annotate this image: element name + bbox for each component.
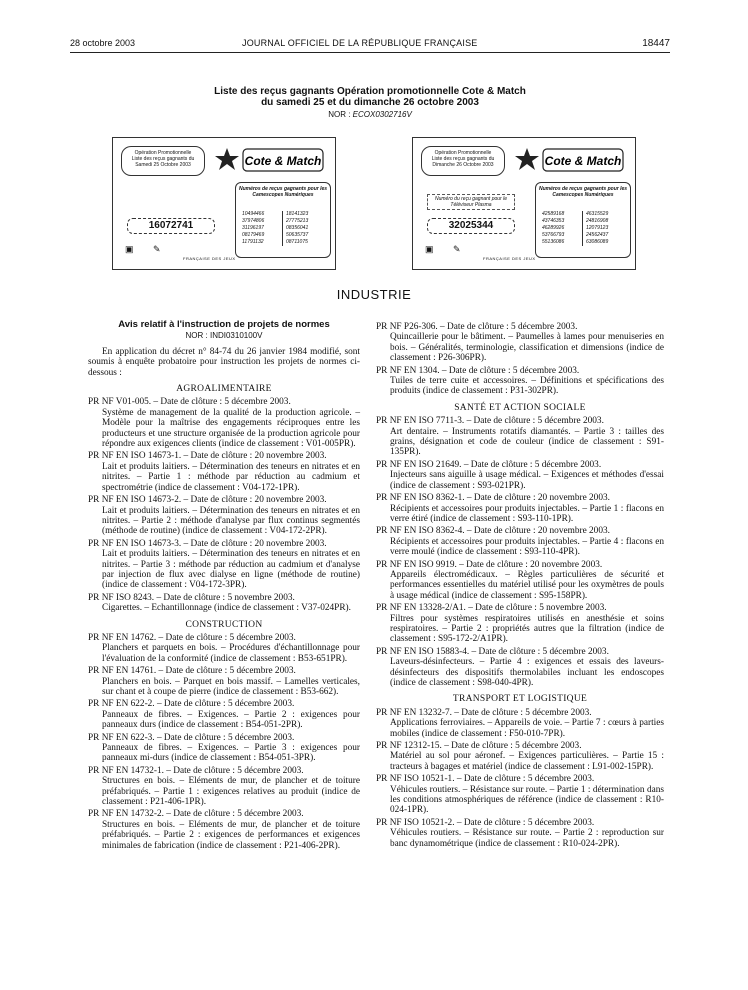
norm-entry-ref: PR NF EN ISO 8362-1. – Date de clôture : 20 novembre 2003. <box>376 493 610 504</box>
norm-entry-text: Art dentaire. – Instruments rotatifs diamantés. – Partie 3 : tailles des grains, désignation et code de couleur (indice de classement : S91-135PR). <box>390 426 664 458</box>
norm-entry-text: Panneaux de fibres. – Exigences. – Partie 3 : exigences pour panneaux mi-durs (indice de classement : B54-051-3PR). <box>102 743 360 764</box>
winning-number: 46315529 <box>586 211 609 217</box>
winning-number: 43746353 <box>542 218 565 224</box>
header-journal-title: JOURNAL OFFICIEL DE LA RÉPUBLIQUE FRANÇAISE <box>242 38 478 48</box>
norm-entry-ref: PR NF EN 13328-2/A1. – Date de clôture : 5 novembre 2003. <box>376 603 607 614</box>
coupon-op-date: Dimanche 26 Octobre 2003 <box>432 162 494 168</box>
winning-number: 10494466 <box>242 211 265 217</box>
coupon-op-date: Samedi 25 Octobre 2003 <box>135 162 191 168</box>
numbers-column-2 <box>282 211 326 246</box>
notice-title-line2: du samedi 25 et du dimanche 26 octobre 2003 <box>261 97 479 108</box>
norm-entry-ref: PR NF EN 622-3. – Date de clôture : 5 décembre 2003. <box>88 732 295 743</box>
winning-number: 11791132 <box>242 239 264 245</box>
right-top-entries <box>376 322 664 397</box>
norm-entry <box>376 366 664 397</box>
norm-entry-ref: PR NF ISO 10521-2. – Date de clôture : 5 décembre 2003. <box>376 817 595 828</box>
winning-number: 46289926 <box>542 225 565 231</box>
norm-entry-text: Structures en bois. – Eléments de mur, de plancher et de toiture préfabriqués. – Partie 2 : exigences de performances et exigences minimales de fabrication (indice de classement : P21-406-2PR). <box>102 819 360 851</box>
winning-number: 24562437 <box>586 232 609 238</box>
norm-entry-text: Planchers et parquets en bois. – Procédures d'échantillonnage pour l'évaluation de la conformité (indice de classement : B53-651PR). <box>102 643 360 664</box>
norm-entry-text: Laveurs-désinfecteurs. – Partie 4 : exigences et essais des laveurs-désinfecteurs des dispositifs thermolabiles incluant les endoscopes (indice de classement : S98-040-4PR). <box>390 657 664 688</box>
norm-entry-text: Quincaillerie pour le bâtiment. – Paumelles à lames pour menuiseries en bois. – Généralités, terminologie, classification et dimensions (indice de classement : P26-306PR). <box>390 332 664 364</box>
cote-match-logo <box>213 146 325 174</box>
winning-number: 55136086 <box>542 239 565 245</box>
norm-entry-ref: PR NF EN 14732-2. – Date de clôture : 5 décembre 2003. <box>88 809 304 820</box>
norm-entry <box>376 741 664 772</box>
category-heading: TRANSPORT ET LOGISTIQUE <box>452 694 588 705</box>
winning-number: 31196197 <box>242 225 264 231</box>
norm-entry <box>88 633 360 664</box>
norm-entry <box>88 766 360 808</box>
winning-numbers-box <box>535 182 631 258</box>
left-categories <box>88 384 360 851</box>
winning-number: 53766793 <box>542 232 565 238</box>
norm-entry <box>88 699 360 730</box>
norm-entry-ref: PR NF EN ISO 14673-2. – Date de clôture : 20 novembre 2003. <box>88 495 327 506</box>
notice-nor-label: NOR : <box>328 110 351 119</box>
coupon-saturday <box>112 137 336 270</box>
cote-match-logo <box>513 146 625 174</box>
avis-nor: NOR : INDI0310100V <box>185 331 263 341</box>
left-column <box>88 320 360 853</box>
norm-entry-text: Véhicules routiers. – Résistance sur route. – Partie 2 : reproduction sur banc dynamométrique (indice de classement : R10-024-2PR). <box>390 828 664 849</box>
norm-entry <box>88 539 360 591</box>
norm-entry <box>88 593 360 614</box>
signature-icon: ✎ <box>153 244 161 254</box>
winning-number: 12079123 <box>586 225 609 231</box>
norm-entry-ref: PR NF EN 622-2. – Date de clôture : 5 décembre 2003. <box>88 699 295 710</box>
norm-entry-ref: PR NF EN 1304. – Date de clôture : 5 décembre 2003. <box>376 365 580 376</box>
right-categories <box>376 403 664 849</box>
norm-entry-ref: PR NF EN ISO 8362-4. – Date de clôture : 20 novembre 2003. <box>376 526 610 537</box>
numbers-column-1 <box>242 211 282 246</box>
notice-nor <box>120 110 620 119</box>
norm-entry-text: Injecteurs sans aiguille à usage médical. – Exigences et méthodes d'essai (indice de classement : S93-021PR). <box>390 470 664 491</box>
winning-number: 42589168 <box>542 211 565 217</box>
norm-entry-ref: PR NF 12312-15. – Date de clôture : 5 décembre 2003. <box>376 741 582 752</box>
coupon-op-title: Opération Promotionnelle <box>134 150 192 156</box>
norm-entry-ref: PR NF EN 14762. – Date de clôture : 5 décembre 2003. <box>88 632 296 643</box>
winning-numbers-box <box>235 182 331 258</box>
norm-entry-ref: PR NF EN ISO 14673-1. – Date de clôture : 20 novembre 2003. <box>88 451 327 462</box>
coupon-footer: FRANÇAISE DES JEUX <box>183 256 236 261</box>
right-column <box>376 322 664 851</box>
norm-entry <box>376 322 664 364</box>
norm-entry <box>376 603 664 645</box>
winning-number: 08179469 <box>242 232 265 238</box>
category-heading: CONSTRUCTION <box>185 619 263 630</box>
norm-entry <box>376 460 664 491</box>
norm-entry-ref: PR NF EN 14732-1. – Date de clôture : 5 décembre 2003. <box>88 765 304 776</box>
norm-entry-text: Planchers en bois. – Parquet en bois massif. – Lamelles verticales, sur chant et à coupe de pierre (indice de classement : B53-662). <box>102 676 360 697</box>
norm-entry-text: Applications ferroviaires. – Appareils de voie. – Partie 7 : cœurs à parties mobiles (indice de classement : F50-010-7PR). <box>390 718 664 739</box>
signature-icon: ✎ <box>453 244 461 254</box>
winning-number: 27775213 <box>286 218 309 224</box>
norm-entry-ref: PR NF ISO 10521-1. – Date de clôture : 5 décembre 2003. <box>376 774 595 785</box>
norm-entry-text: Panneaux de fibres. – Exigences. – Partie 2 : exigences pour panneaux durs (indice de classement : B54-051-2PR). <box>102 709 360 731</box>
coupon-op-subtitle: Liste des reçus gagnants du <box>431 156 495 162</box>
grand-prize-number: 32025344 <box>427 218 515 234</box>
norm-entry <box>376 818 664 849</box>
norm-entry <box>88 666 360 697</box>
norm-entry <box>88 495 360 537</box>
norm-entry <box>376 526 664 557</box>
norm-entry-ref: PR NF EN ISO 21649. – Date de clôture : 5 décembre 2003. <box>376 459 602 470</box>
norm-entry-text: Récipients et accessoires pour produits injectables. – Partie 4 : flacons en verre moulé (indice de classement : S93-110-4PR). <box>390 536 664 558</box>
norm-entry-ref: PR NF EN ISO 9919. – Date de clôture : 20 novembre 2003. <box>376 559 603 570</box>
category-heading: AGROALIMENTAIRE <box>176 384 272 395</box>
norm-entry <box>376 493 664 524</box>
category-heading: SANTÉ ET ACTION SOCIALE <box>454 402 586 413</box>
norm-entry <box>376 708 664 739</box>
building-icon: ▣ <box>125 244 134 254</box>
norm-entry-text: Structures en bois. – Eléments de mur, de plancher et de toiture préfabriqués. – Partie 1 : exigences relatives au produit (indice de classement : P21-406-1PR). <box>102 776 360 808</box>
coupon-op-title: Opération Promotionnelle <box>434 150 492 156</box>
norm-entry-text: Lait et produits laitiers. – Détermination des teneurs en nitrates et en nitrites. – Partie 2 : méthode d'analyse par flux continus segmentés (méthode de routine) (indice de classement : V04-172-2PR). <box>102 505 360 537</box>
numbers-column-2 <box>582 211 626 246</box>
avis-intro: En application du décret n° 84-74 du 26 janvier 1984 modifié, sont soumis à enquête probatoire pour instruction les projets de normes ci-dessous : <box>88 346 360 378</box>
norm-entry-ref: PR NF EN ISO 7711-3. – Date de clôture : 5 décembre 2003. <box>376 416 604 427</box>
winning-number: 63086089 <box>586 239 609 245</box>
building-icon: ▣ <box>425 244 434 254</box>
numbers-column-1 <box>542 211 582 246</box>
notice-title-line1: Liste des reçus gagnants Opération promotionnelle Cote & Match <box>214 86 526 97</box>
norm-entry <box>88 733 360 764</box>
avis-title: Avis relatif à l'instruction de projets de normes <box>118 319 330 330</box>
norm-entry-ref: PR NF V01-005. – Date de clôture : 5 décembre 2003. <box>88 397 291 408</box>
header-rule <box>70 52 670 53</box>
winning-number: 08356041 <box>286 225 309 231</box>
norm-entry-text: Tuiles de terre cuite et accessoires. – Définitions et spécifications des produits (indice de classement : P31-302PR). <box>390 376 664 397</box>
norm-entry-text: Système de management de la qualité de la production agricole. – Modèle pour la maîtrise des engagements réciproques entre les producteurs et une structure organisée de la production agricole pour répondre aux exigences clients (indice de classement : V01-005PR). <box>102 407 360 450</box>
winning-numbers-columns <box>242 211 326 246</box>
winning-number: 37974806 <box>242 218 265 224</box>
grand-prize-number: 16072741 <box>127 218 215 234</box>
norm-entry-text: Matériel au sol pour aéronef. – Exigences particulières. – Partie 15 : tracteurs à bagages et matériel (indice de classement : L91-002-15PR). <box>390 751 664 772</box>
norm-entry-ref: PR NF EN ISO 15883-4. – Date de clôture : 5 décembre 2003. <box>376 646 609 657</box>
winning-number: 24816908 <box>586 218 609 224</box>
coupon-footer: FRANÇAISE DES JEUX <box>483 256 536 261</box>
norm-entry-ref: PR NF EN 13232-7. – Date de clôture : 5 décembre 2003. <box>376 707 592 718</box>
winning-numbers-heading: Numéros de reçus gagnants pour les Camescopes Numériques <box>538 186 628 198</box>
winning-numbers-heading: Numéros de reçus gagnants pour les Camescopes Numériques <box>238 186 328 198</box>
norm-entry-ref: PR NF EN ISO 14673-3. – Date de clôture : 20 novembre 2003. <box>88 538 327 549</box>
section-title: INDUSTRIE <box>336 287 412 302</box>
winning-number: 08711075 <box>286 239 308 245</box>
coupon-operation-box <box>421 146 505 176</box>
notice-title <box>120 86 620 108</box>
norm-entry-text: Cigarettes. – Echantillonnage (indice de classement : V37-024PR). <box>102 603 351 614</box>
logo-text: Cote & Match <box>244 154 322 168</box>
header-page-number: 18447 <box>642 38 670 49</box>
norm-entry-text: Appareils électromédicaux. – Règles particulières de sécurité et performances essentielles du matériel utilisé pour les oxymètres de pouls à usage médical (indice de classement : S95-158PR). <box>390 569 664 601</box>
norm-entry <box>376 416 664 458</box>
norm-entry-text: Récipients et accessoires pour produits injectables. – Partie 1 : flacons en verre étiré (indice de classement : S93-110-1PR). <box>390 503 664 524</box>
winning-number: 18141323 <box>286 211 309 217</box>
norm-entry <box>88 451 360 493</box>
coupon-op-subtitle: Liste des reçus gagnants du <box>131 156 195 162</box>
logo-text: Cote & Match <box>544 154 622 168</box>
coupon-operation-box <box>121 146 205 176</box>
norm-entry <box>376 774 664 816</box>
norm-entry-ref: PR NF EN 14761. – Date de clôture : 5 décembre 2003. <box>88 666 296 677</box>
norm-entry-ref: PR NF ISO 8243. – Date de clôture : 5 novembre 2003. <box>88 592 295 603</box>
coupon-sunday <box>412 137 636 270</box>
norm-entry <box>88 809 360 851</box>
header-date: 28 octobre 2003 <box>70 38 136 48</box>
norm-entry <box>376 560 664 602</box>
norm-entry-text: Véhicules routiers. – Résistance sur route. – Partie 1 : détermination dans les conditions atmosphériques de référence (indice de classement : R10-024-1PR). <box>390 784 664 816</box>
norm-entry-ref: PR NF P26-306. – Date de clôture : 5 décembre 2003. <box>376 322 578 332</box>
norm-entry <box>376 647 664 689</box>
winning-numbers-columns <box>542 211 626 246</box>
notice-nor-code: ECOX0302716V <box>352 110 412 119</box>
winning-number: 50635737 <box>286 232 309 238</box>
grand-prize-label: Numéro du reçu gagnant pour le Téléviseur Plasma <box>427 194 515 210</box>
norm-entry <box>88 397 360 449</box>
norm-entry-text: Lait et produits laitiers. – Détermination des teneurs en nitrates et en nitrites. – Partie 3 : méthode par réduction au cadmium et d'analyse par injection de flux avec dialyse en ligne (méthode de routine) (indice de classement : V04-172-3PR). <box>102 549 360 591</box>
norm-entry-text: Lait et produits laitiers. – Détermination des teneurs en nitrates et en nitrites. – Partie 1 : méthode par réduction au cadmium et spectrométrie (indice de classement : V04-172-1PR). <box>102 461 360 493</box>
norm-entry-text: Filtres pour systèmes respiratoires utilisés en anesthésie et soins respiratoires. – Partie 2 : propriétés autres que la filtration (indice de classement : S95-172-2/A1PR). <box>390 613 664 645</box>
